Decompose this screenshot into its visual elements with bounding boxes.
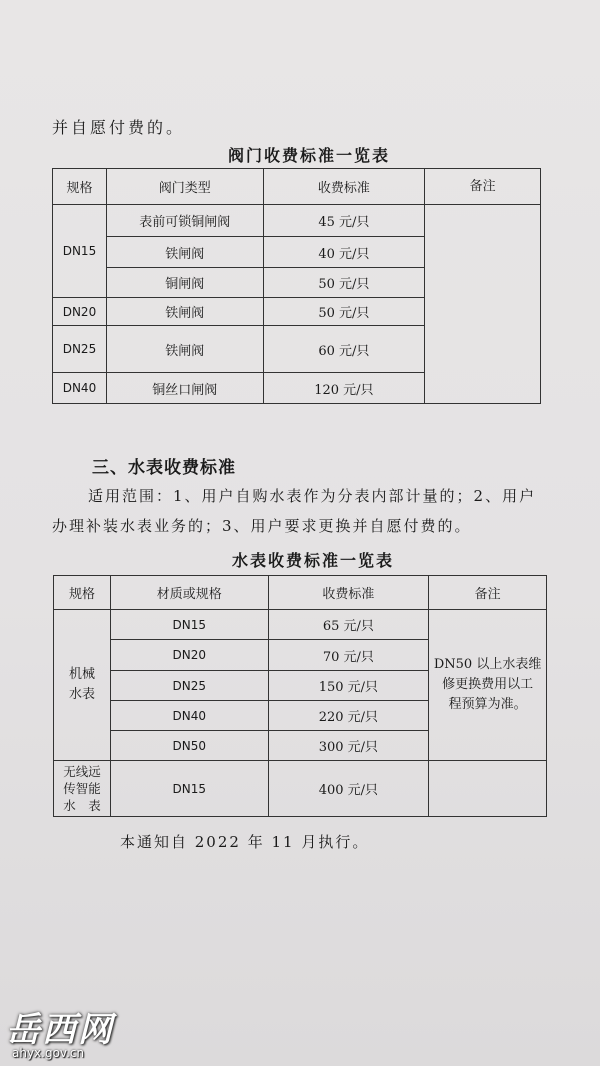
table-cell: 铁闸阀: [106, 326, 263, 373]
valve-header-spec: 规格: [53, 169, 107, 205]
table-cell: 铜闸阀: [106, 268, 263, 298]
valve-table-title: 阀门收费标准一览表: [228, 146, 391, 165]
table-cell: DN40: [110, 701, 268, 731]
note-line: DN50 以上水表维: [433, 657, 542, 672]
table-cell: 40 元/只: [263, 237, 425, 268]
table-cell: DN15: [53, 205, 107, 298]
smart-meter-cell: [54, 761, 111, 817]
mechanical-meter-cell: [54, 610, 111, 761]
table-cell: [429, 761, 547, 817]
table-cell: 45 元/只: [263, 205, 425, 237]
valve-header-fee: 收费标准: [263, 169, 425, 205]
table-cell: 50 元/只: [263, 268, 425, 298]
table-cell: 60 元/只: [263, 326, 425, 373]
meter-header-fee: 收费标准: [268, 576, 429, 610]
table-cell: DN25: [53, 326, 107, 373]
table-cell: 150 元/只: [268, 671, 429, 701]
group-label-line: 传智能: [63, 781, 101, 796]
table-cell: 50 元/只: [263, 298, 425, 326]
table-cell: 120 元/只: [263, 373, 425, 404]
meter-header-note: 备注: [429, 576, 547, 610]
site-domain: ahyx.gov.cn: [12, 1046, 85, 1060]
table-cell: 400 元/只: [268, 761, 429, 817]
scope-line-2: 办理补装水表业务的；3、用户要求更换并自愿付费的。: [52, 517, 472, 535]
note-line: 修更换费用以工: [442, 677, 534, 692]
intro-line-end: 并自愿付费的。: [52, 118, 186, 137]
table-cell: DN20: [110, 640, 268, 671]
meter-fee-table: [53, 575, 547, 817]
meter-header-material: 材质或规格: [110, 576, 268, 610]
table-cell: DN15: [110, 761, 268, 817]
table-cell: 300 元/只: [268, 731, 429, 761]
note-line: 程预算为准。: [448, 697, 527, 712]
valve-header-type: 阀门类型: [106, 169, 263, 205]
group-label-line: 水 表: [63, 798, 101, 813]
meter-table-title: 水表收费标准一览表: [232, 551, 395, 570]
meter-note-cell: [429, 610, 547, 761]
group-label-line: 水表: [68, 687, 95, 702]
table-cell: 表前可锁铜闸阀: [106, 205, 263, 237]
section3-heading: 三、水表收费标准: [92, 458, 236, 478]
table-cell: 铜丝口闸阀: [106, 373, 263, 404]
group-label-line: 无线远: [63, 764, 101, 779]
valve-note-cell: [425, 205, 541, 404]
table-cell: DN20: [53, 298, 107, 326]
table-cell: 70 元/只: [268, 640, 429, 671]
table-cell: 铁闸阀: [106, 298, 263, 326]
table-cell: DN25: [110, 671, 268, 701]
effective-date-line: 本通知自 2022 年 11 月执行。: [120, 833, 370, 851]
site-logo: 岳西网: [6, 1010, 114, 1050]
group-label-line: 机械: [68, 667, 95, 682]
valve-fee-table: [52, 168, 541, 404]
meter-header-spec: 规格: [54, 576, 111, 610]
table-cell: DN15: [110, 610, 268, 640]
table-cell: 65 元/只: [268, 610, 429, 640]
table-cell: 220 元/只: [268, 701, 429, 731]
table-cell: 铁闸阀: [106, 237, 263, 268]
scope-line-1: 适用范围：1、用户自购水表作为分表内部计量的；2、用户: [88, 487, 537, 505]
valve-header-note: 备注: [425, 169, 541, 205]
table-cell: DN40: [53, 373, 107, 404]
table-cell: DN50: [110, 731, 268, 761]
